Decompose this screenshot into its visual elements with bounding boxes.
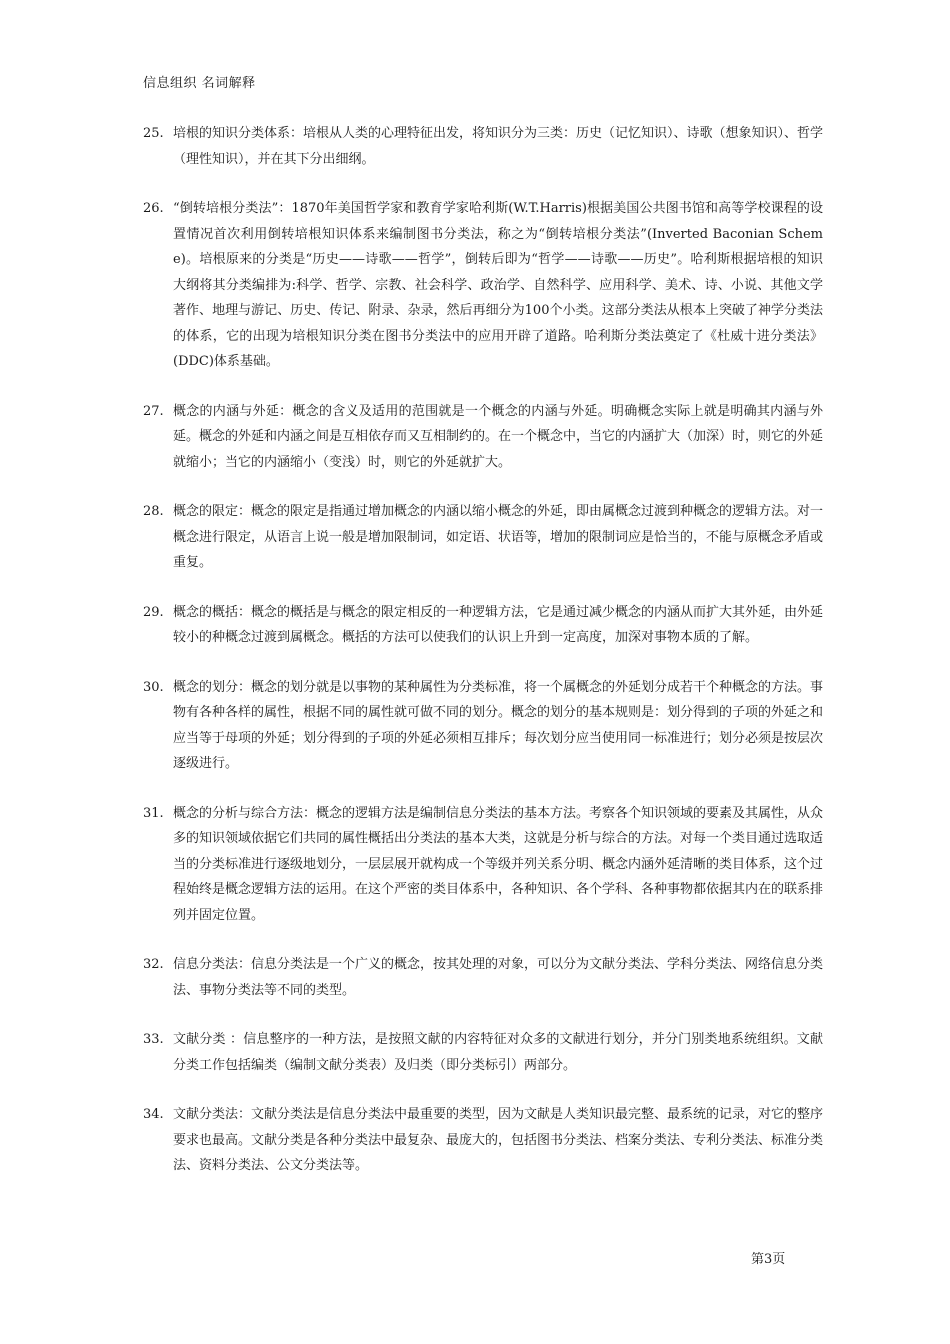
entry-number: 32. [143,957,164,972]
definition-entry [143,801,823,929]
entry-text: “倒转培根分类法”：1870年美国哲学家和教育学家哈利斯(W.T.Harris)根据美国公共图书馆和高等学校课程的设置情况首次利用倒转培根知识体系来编制图书分类法，称之为“倒转培根分类法”(Inverted Baconian Scheme)。培根原来的分类是“历史——诗歌——哲学”，倒转后即为“哲学——诗歌——历史”。哈利斯根据培根的知识大纲将其分类编排为:科学、哲学、宗教、社会科学、政治学、自然科学、应用科学、美术、诗、小说、其他文学著作、地理与游记、历史、传记、附录、杂录，然后再细分为100个小类。这部分类法从根本上突破了神学分类法的体系，它的出现为培根知识分类在图书分类法中的应用开辟了道路。哈利斯分类法奠定了《杜威十进分类法》(DDC)体系基础。 [173,201,823,369]
entry-text: 概念的分析与综合方法：概念的逻辑方法是编制信息分类法的基本方法。考察各个知识领域的要素及其属性，从众多的知识领域依据它们共同的属性概括出分类法的基本大类，这就是分析与综合的方法。对每一个类目通过选取适当的分类标准进行逐级地划分，一层层展开就构成一个等级并列关系分明、概念内涵外延清晰的类目体系，这个过程始终是概念逻辑方法的运用。在这个严密的类目体系中，各种知识、各个学科、各种事物都依据其内在的联系排列并固定位置。 [173,805,824,923]
entry-number: 31. [143,805,164,821]
definition-entry [143,1027,823,1078]
entry-text: 概念的划分：概念的划分就是以事物的某种属性为分类标准，将一个属概念的外延划分成若干个种概念的方法。事物有各种各样的属性，根据不同的属性就可做不同的划分。概念的划分的基本规则是：划分得到的子项的外延之和应当等于母项的外延；划分得到的子项的外延必须相互排斥；每次划分应当使用同一标准进行；划分必须是按层次逐级进行。 [173,679,824,771]
entry-number: 34. [143,1107,164,1122]
entry-text: 文献分类法：文献分类法是信息分类法中最重要的类型，因为文献是人类知识最完整、最系统的记录，对它的整序要求也最高。文献分类是各种分类法中最复杂、最庞大的，包括图书分类法、档案分类法、专利分类法、标准分类法、资料分类法、公文分类法等。 [173,1107,824,1173]
entry-number: 26. [143,201,164,216]
entry-number: 25. [143,126,164,141]
entry-text: 概念的限定：概念的限定是指通过增加概念的内涵以缩小概念的外延，即由属概念过渡到种概念的逻辑方法。对一概念进行限定，从语言上说一般是增加限制词，如定语、状语等，增加的限制词应是恰当的，不能与原概念矛盾或重复。 [173,504,824,570]
page-number: 第3页 [751,1252,786,1267]
entry-text: 信息分类法：信息分类法是一个广义的概念，按其处理的对象，可以分为文献分类法、学科分类法、网络信息分类法、事物分类法等不同的类型。 [173,957,824,998]
definition-entry [143,196,823,375]
entry-number: 28. [143,504,164,519]
definition-entry [143,1102,823,1179]
definition-list [143,121,823,1203]
entry-text: 培根的知识分类体系：培根从人类的心理特征出发，将知识分为三类：历史（记忆知识）、诗歌（想象知识）、哲学（理性知识），并在其下分出细纲。 [173,126,824,167]
entry-number: 33. [143,1032,164,1047]
page-header: 信息组织 名词解释 [143,76,256,91]
entry-number: 29. [143,604,164,620]
definition-entry [143,600,823,651]
definition-entry [143,499,823,576]
definition-entry [143,675,823,777]
definition-entry [143,121,823,172]
definition-entry [143,952,823,1003]
definition-entry [143,399,823,476]
entry-text: 概念的内涵与外延：概念的含义及适用的范围就是一个概念的内涵与外延。明确概念实际上就是明确其内涵与外延。概念的外延和内涵之间是互相依存而又互相制约的。在一个概念中，当它的内涵扩大（加深）时，则它的外延就缩小；当它的内涵缩小（变浅）时，则它的外延就扩大。 [173,403,824,470]
entry-number: 30. [143,679,164,695]
entry-number: 27. [143,403,164,419]
entry-text: 文献分类 ：信息整序的一种方法，是按照文献的内容特征对众多的文献进行划分，并分门别类地系统组织。文献分类工作包括编类（编制文献分类表）及归类（即分类标引）两部分。 [173,1032,823,1073]
entry-text: 概念的概括：概念的概括是与概念的限定相反的一种逻辑方法，它是通过减少概念的内涵从而扩大其外延，由外延较小的种概念过渡到属概念。概括的方法可以使我们的认识上升到一定高度，加深对事物本质的了解。 [173,604,824,645]
